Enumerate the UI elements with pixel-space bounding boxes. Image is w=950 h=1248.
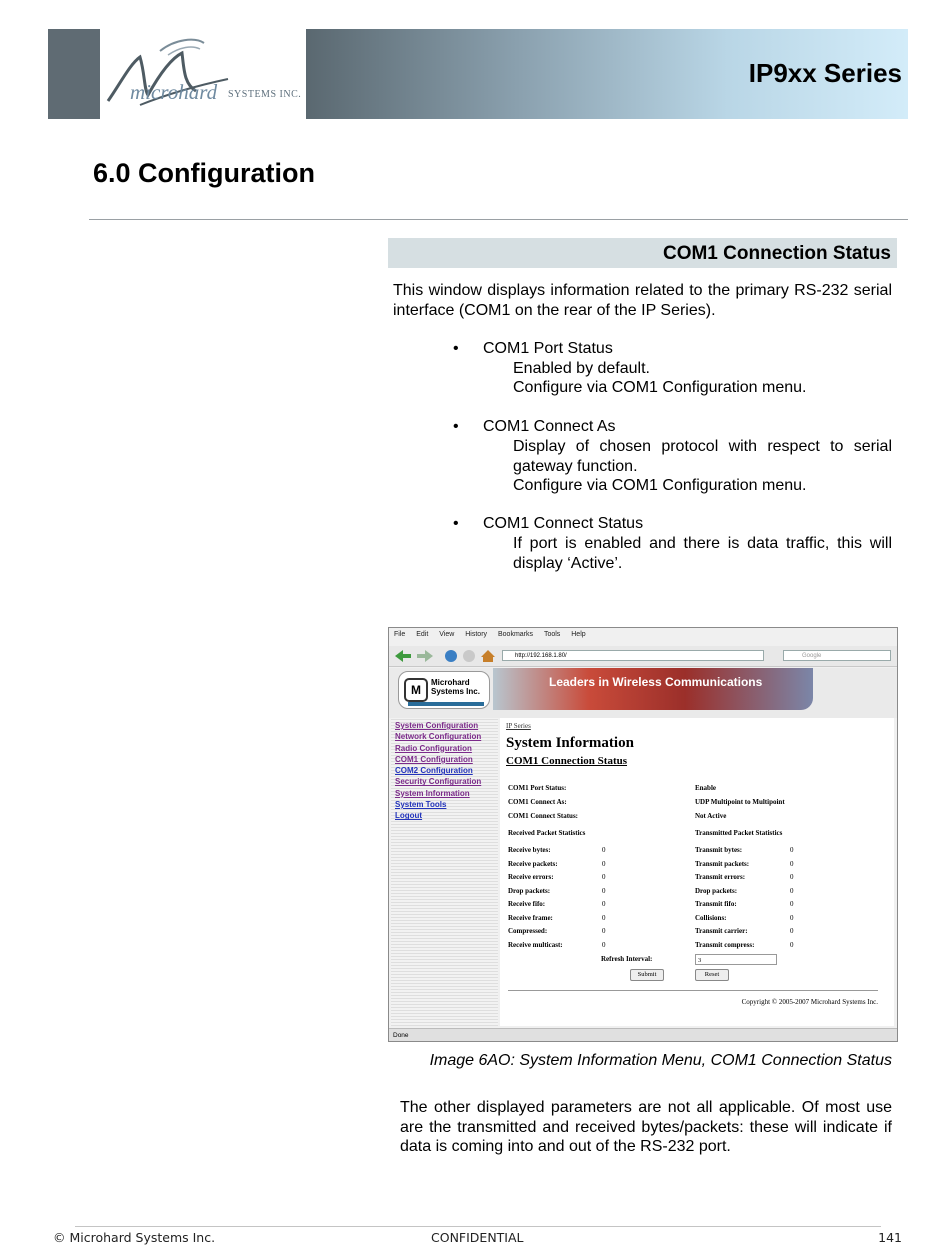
sidebar-item-network-configuration[interactable]: Network Configuration bbox=[395, 732, 482, 742]
banner-slogan: Leaders in Wireless Communications bbox=[549, 675, 763, 689]
page-subtitle: COM1 Connection Status bbox=[506, 755, 628, 767]
bullet-icon: • bbox=[453, 515, 459, 532]
received-value: 0 bbox=[602, 859, 606, 868]
stop-icon bbox=[463, 650, 475, 662]
transmitted-value: 0 bbox=[790, 900, 794, 908]
banner-image bbox=[493, 668, 813, 710]
site-sidebar bbox=[391, 718, 498, 1026]
bullet-title-port-status: COM1 Port Status bbox=[483, 340, 613, 357]
bullet-line: Configure via COM1 Configuration menu. bbox=[513, 379, 807, 396]
menu-view[interactable]: View bbox=[439, 631, 455, 638]
transmitted-label: Drop packets: bbox=[695, 886, 738, 895]
bullet-line: Enabled by default. bbox=[513, 360, 650, 377]
transmitted-label: Collisions: bbox=[695, 913, 727, 922]
company-logo bbox=[100, 29, 306, 119]
bullet-title-connect-status: COM1 Connect Status bbox=[483, 515, 644, 532]
transmitted-label: Transmit bytes: bbox=[695, 846, 743, 854]
bullet-icon: • bbox=[453, 340, 459, 357]
site-banner bbox=[389, 668, 897, 718]
header-bar-left bbox=[48, 29, 100, 119]
transmitted-label: Transmit packets: bbox=[695, 859, 750, 868]
reset-button[interactable]: Reset bbox=[695, 969, 729, 981]
page-title: System Information bbox=[506, 735, 634, 751]
sidebar-item-radio-configuration[interactable]: Radio Configuration bbox=[395, 743, 472, 753]
refresh-interval-input[interactable]: 3 bbox=[695, 954, 777, 965]
received-label: Receive packets: bbox=[508, 859, 558, 868]
browser-menubar bbox=[389, 631, 897, 645]
transmitted-label: Transmit fifo: bbox=[695, 900, 737, 908]
section-divider bbox=[89, 219, 908, 220]
received-label: Receive fifo: bbox=[508, 900, 546, 908]
subsection-title: COM1 Connection Status bbox=[662, 243, 891, 264]
status-value: Enable bbox=[695, 784, 717, 792]
forward-icon bbox=[417, 650, 433, 662]
status-label: COM1 Port Status: bbox=[508, 784, 567, 792]
received-value: 0 bbox=[602, 940, 606, 949]
transmitted-value: 0 bbox=[790, 846, 794, 854]
status-value: Not Active bbox=[695, 812, 727, 820]
site-logo bbox=[398, 671, 490, 709]
logo-mark-icon bbox=[100, 29, 306, 119]
received-label: Drop packets: bbox=[508, 886, 551, 895]
sidebar-item-com2-configuration[interactable]: COM2 Configuration bbox=[395, 766, 473, 776]
intro-paragraph: This window displays information related to the primary RS-232 serial interface (COM1 on the rear of the IP Series). bbox=[393, 282, 892, 319]
bullet-icon: • bbox=[453, 418, 459, 435]
submit-button[interactable]: Submit bbox=[630, 969, 664, 981]
refresh-interval-label: Refresh Interval: bbox=[601, 955, 653, 963]
transmitted-value: 0 bbox=[790, 913, 794, 922]
transmitted-label: Transmit compress: bbox=[695, 940, 755, 949]
transmitted-heading: Transmitted Packet Statistics bbox=[695, 829, 783, 837]
sidebar-item-system-information[interactable]: System Information bbox=[395, 788, 470, 798]
address-bar[interactable]: http://192.168.1.80/ bbox=[502, 650, 764, 661]
transmitted-value: 0 bbox=[790, 886, 794, 895]
transmitted-label: Transmit errors: bbox=[695, 873, 746, 881]
status-label: COM1 Connect As: bbox=[508, 798, 567, 806]
transmitted-label: Transmit carrier: bbox=[695, 927, 748, 935]
logo-m-icon: M bbox=[404, 678, 428, 702]
received-label: Receive errors: bbox=[508, 873, 554, 881]
received-value: 0 bbox=[602, 927, 606, 935]
page-number: 141 bbox=[878, 1230, 902, 1245]
bullet-line: Display of chosen protocol with respect to serial gateway function. bbox=[513, 438, 892, 475]
sidebar-item-logout[interactable]: Logout bbox=[395, 811, 423, 821]
bullet-title-connect-as: COM1 Connect As bbox=[483, 418, 616, 435]
menu-history[interactable]: History bbox=[465, 631, 488, 638]
reload-icon bbox=[445, 650, 457, 662]
transmitted-value: 0 bbox=[790, 859, 794, 868]
subsection-header bbox=[388, 238, 897, 268]
site-copyright: Copyright © 2005-2007 Microhard Systems Inc. bbox=[741, 998, 878, 1006]
menu-edit[interactable]: Edit bbox=[416, 631, 429, 638]
received-heading: Received Packet Statistics bbox=[508, 829, 586, 837]
menu-bookmarks[interactable]: Bookmarks bbox=[497, 631, 533, 638]
home-icon bbox=[481, 650, 495, 662]
bullet-line: Configure via COM1 Configuration menu. bbox=[513, 477, 807, 494]
sidebar-item-security-configuration[interactable]: Security Configuration bbox=[395, 777, 482, 787]
site-main bbox=[500, 718, 894, 1026]
received-label: Receive frame: bbox=[508, 913, 553, 922]
sidebar-item-system-tools[interactable]: System Tools bbox=[395, 800, 447, 810]
received-label: Receive bytes: bbox=[508, 846, 551, 854]
received-value: 0 bbox=[602, 900, 606, 908]
status-value: UDP Multipoint to Multipoint bbox=[695, 798, 785, 806]
received-label: Receive multicast: bbox=[508, 940, 563, 949]
back-icon bbox=[395, 650, 411, 662]
sidebar-item-system-configuration[interactable]: System Configuration bbox=[395, 721, 479, 730]
section-title: 6.0 Configuration bbox=[93, 158, 315, 188]
menu-tools[interactable]: Tools bbox=[543, 631, 561, 638]
received-value: 0 bbox=[602, 913, 606, 922]
footer-divider bbox=[508, 990, 878, 991]
received-label: Compressed: bbox=[508, 927, 548, 935]
received-value: 0 bbox=[602, 886, 606, 895]
footer-divider bbox=[75, 1226, 881, 1227]
menu-file[interactable]: File bbox=[394, 631, 406, 638]
footer-confidential: CONFIDENTIAL bbox=[431, 1230, 524, 1245]
transmitted-value: 0 bbox=[790, 940, 794, 949]
transmitted-value: 0 bbox=[790, 927, 794, 935]
figure-caption: Image 6AO: System Information Menu, COM1 Connection Status bbox=[429, 1052, 892, 1069]
footer-copyright: © Microhard Systems Inc. bbox=[53, 1230, 216, 1245]
site-logo-name: Microhard Systems Inc. bbox=[431, 678, 480, 696]
bullet-line: If port is enabled and there is data traffic, this will display ‘Active’. bbox=[513, 535, 892, 572]
received-value: 0 bbox=[602, 873, 606, 881]
nav-buttons bbox=[391, 646, 501, 666]
logo-underline bbox=[408, 702, 484, 706]
series-title: IP9xx Series bbox=[748, 58, 902, 88]
closing-paragraph: The other displayed parameters are not all applicable. Of most use are the transmitted and received bytes/packets: these will indicate if data is coming into and out of the RS-232 port. bbox=[400, 1099, 892, 1155]
menu-help[interactable]: Help bbox=[571, 631, 586, 638]
sidebar-item-com1-configuration[interactable]: COM1 Configuration bbox=[395, 754, 473, 764]
transmitted-value: 0 bbox=[790, 873, 794, 881]
search-box[interactable]: Google bbox=[783, 650, 891, 661]
browser-status-bar: Done bbox=[389, 1028, 897, 1041]
status-label: COM1 Connect Status: bbox=[508, 812, 578, 820]
logo-name: microhard bbox=[130, 80, 218, 104]
received-value: 0 bbox=[602, 846, 606, 854]
logo-suffix: SYSTEMS INC. bbox=[228, 89, 302, 100]
breadcrumb[interactable]: IP Series bbox=[506, 722, 531, 730]
browser-navbar bbox=[389, 646, 897, 667]
browser-screenshot bbox=[388, 627, 898, 1042]
